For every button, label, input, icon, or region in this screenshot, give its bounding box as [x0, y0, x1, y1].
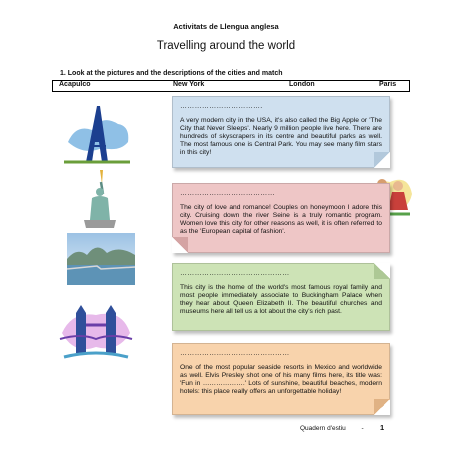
page-curl	[374, 263, 390, 279]
description-card-4	[172, 343, 390, 415]
statue-of-liberty-image	[78, 168, 128, 230]
instruction: 1. Look at the pictures and the descriptions of the cities and match	[60, 70, 283, 77]
page-curl	[374, 399, 390, 415]
footer-label: Quadern d'estiu -	[300, 425, 364, 432]
torch-flame	[100, 170, 103, 184]
statue-pedestal	[84, 220, 116, 228]
description-text: A very modern city in the USA, it's also called the Big Apple or 'The City that Never Sleeps'. Nearly 9 million people live here. There are hundreds of skyscrapers in its centre and beautiful parks as well. The most famous one is Central Park. You may see many film stars in this city!	[180, 117, 382, 156]
statue-head	[96, 188, 104, 196]
city-word-bank	[52, 80, 410, 92]
bridge-river	[64, 353, 128, 357]
page-curl	[172, 237, 188, 253]
tower-bridge-image	[58, 303, 134, 361]
page-curl	[374, 152, 390, 168]
bridge-tower-tops	[76, 305, 116, 313]
bridge-right-tower	[106, 313, 116, 353]
statue-robe	[90, 196, 110, 220]
answer-blank: ………………………………………	[180, 350, 290, 357]
woman-head	[393, 181, 403, 191]
eiffel-tower-image	[62, 102, 132, 166]
description-text: One of the most popular seaside resorts in Mexico and worldwide as well. Elvis Presley shot one of his many films here, its title was: 'Fun in ……………….' Lots of sunshine, beautiful beaches, modern hotels: this place really offers an unforgettable holiday!	[180, 364, 382, 395]
page-title: Travelling around the world	[156, 40, 296, 52]
city-london: London	[289, 81, 315, 88]
description-card-3	[172, 263, 390, 331]
course-title: Activitats de Llengua anglesa	[173, 22, 279, 31]
description-text: This city is the home of the world's most famous royal family and most people immediately associate to Buckingham Palace when they hear about Queen Elizabeth II. The beautiful churches and museums here all tell us a lot about the city's rich past.	[180, 284, 382, 315]
page-number: 1	[380, 423, 385, 432]
description-text: The city of love and romance! Couples on honeymoon I adore this city. Cruising down the river Seine is a truly romantic program. Women love this city for other reasons as well, it is often referred to as the 'European capital of fashion'.	[180, 204, 382, 235]
answer-blank: …………………………………	[180, 190, 275, 197]
answer-blank: …………………………….	[180, 103, 263, 110]
bridge-left-tower	[76, 313, 86, 353]
city-acapulco: Acapulco	[59, 81, 91, 88]
city-paris: Paris	[379, 81, 397, 88]
bridge-background	[62, 314, 130, 349]
city-new-york: New York	[173, 81, 205, 88]
description-card-2	[172, 183, 390, 253]
bay-photo-image	[67, 233, 135, 285]
answer-blank: ………………………………………	[180, 270, 290, 277]
description-card-1	[172, 96, 390, 168]
